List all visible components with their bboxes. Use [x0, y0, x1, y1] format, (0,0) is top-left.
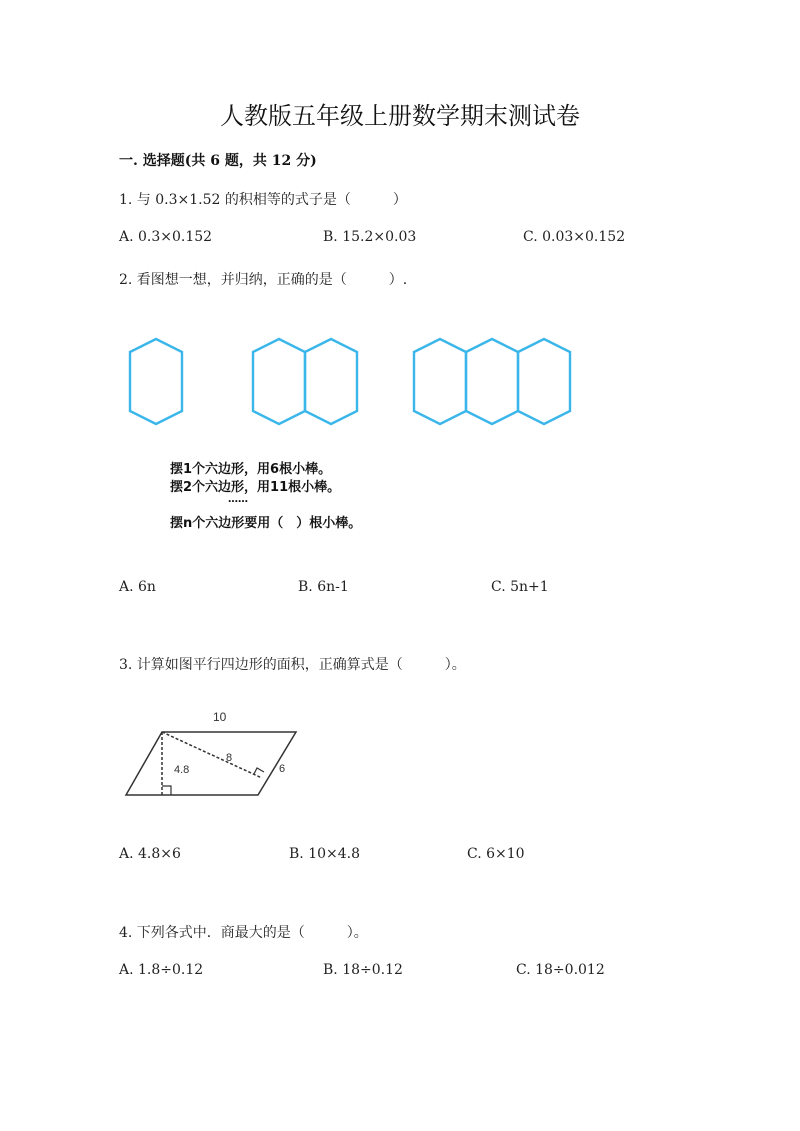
question-1-option-b[interactable]: B. 15.2×0.03	[323, 229, 417, 245]
parallelogram	[126, 732, 296, 795]
hexagon	[466, 339, 518, 424]
question-2-stem: 2. 看图想一想，并归纳，正确的是（ ）.	[119, 272, 408, 288]
parallelogram-label-top: 10	[213, 710, 227, 724]
question-2-option-a[interactable]: A. 6n	[119, 579, 156, 595]
question-4-option-a[interactable]: A. 1.8÷0.12	[119, 962, 204, 978]
hexagon-caption-2: 摆2个六边形，用11根小棒。	[170, 480, 341, 495]
question-4-option-c[interactable]: C. 18÷0.012	[516, 962, 605, 978]
hexagon	[518, 339, 570, 424]
question-1-stem: 1. 与 0.3×1.52 的积相等的式子是（ ）	[119, 192, 407, 208]
page-title: 人教版五年级上册数学期末测试卷	[220, 102, 580, 130]
parallelogram-label-diagonal: 8	[226, 752, 233, 764]
hexagon	[414, 339, 466, 424]
question-4-stem: 4. 下列各式中．商最大的是（ ）。	[119, 925, 368, 941]
hexagon	[253, 339, 305, 424]
section-heading: 一. 选择题(共 6 题，共 12 分)	[119, 153, 317, 169]
hexagon-figure	[120, 330, 590, 440]
question-3-option-b[interactable]: B. 10×4.8	[289, 846, 360, 862]
question-2-option-c[interactable]: C. 5n+1	[491, 579, 549, 595]
question-1-option-a[interactable]: A. 0.3×0.152	[119, 229, 213, 245]
parallelogram-label-height: 4.8	[174, 764, 190, 776]
hexagon-caption-3: 摆n个六边形要用（ ）根小棒。	[170, 516, 362, 531]
question-2-option-b[interactable]: B. 6n-1	[298, 579, 349, 595]
question-3-option-c[interactable]: C. 6×10	[467, 846, 525, 862]
hexagon	[130, 339, 182, 424]
hexagon-caption-dots: ……	[228, 494, 248, 505]
question-3-option-a[interactable]: A. 4.8×6	[119, 846, 181, 862]
right-angle-mark-side	[254, 768, 264, 774]
hexagon-caption-1: 摆1个六边形，用6根小棒。	[170, 462, 332, 477]
question-1-option-c[interactable]: C. 0.03×0.152	[523, 229, 626, 245]
question-3-stem: 3. 计算如图平行四边形的面积，正确算式是（ ）。	[119, 657, 466, 673]
hexagon	[305, 339, 357, 424]
right-angle-mark-bottom	[162, 786, 171, 795]
parallelogram-label-side: 6	[279, 763, 286, 775]
question-4-option-b[interactable]: B. 18÷0.12	[323, 962, 403, 978]
